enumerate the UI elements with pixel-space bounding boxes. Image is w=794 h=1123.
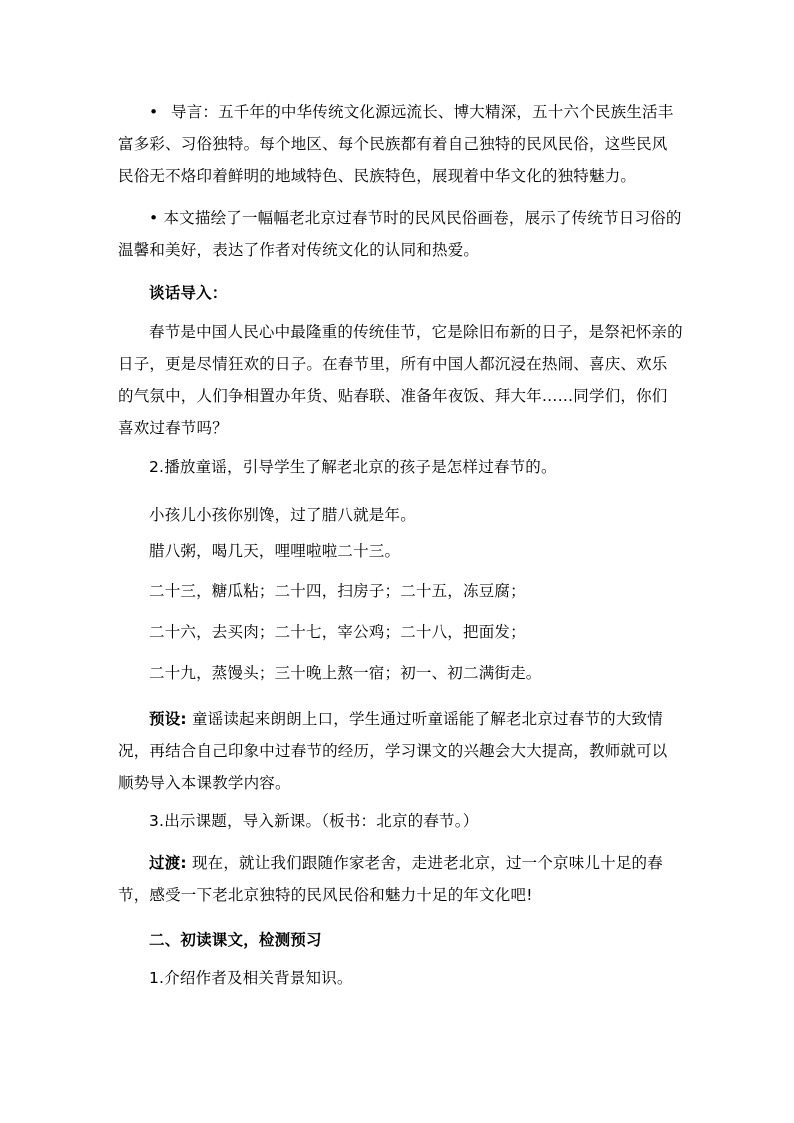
step3-line: 3.出示课题，导入新课。（板书：北京的春节。） [149,812,479,830]
rhyme-line: 二十九，蒸馒头；三十晚上熬一宿；初一、初二满街走。 [149,664,542,682]
intro-text: 导言：五千年的中华传统文化源远流长、博大精深，五十六个民族生活丰富多彩、习俗独特。每个地区、每个民族都有着自己独特的民风民俗，这些民风民俗无不烙印着鲜明的地域特色、民族特色，展现着中华文化的独特魅力。 [118,103,674,185]
preset-text: 童谣读起来朗朗上口，学生通过听童谣能了解老北京过春节的大致情况，再结合自己印象中过春节的经历，学习课文的兴趣会大大提高，教师就可以顺势导入本课教学内容。 [118,710,668,792]
rhyme-line: 小孩儿小孩你别馋，过了腊八就是年。 [149,506,416,524]
bullet-mark: • [149,103,159,121]
preset-label: 预设: [149,710,187,728]
item1-line: 1.介绍作者及相关背景知识。 [149,969,353,987]
summary-paragraph: • 本文描绘了一幅幅老北京过春节时的民风民俗画卷，展示了传统节日习俗的温馨和美好，表达了作者对传统文化的认同和热爱。 [118,209,682,259]
transition-paragraph [118,847,683,911]
preset-paragraph [118,703,683,799]
rhyme-line: 二十三，糖瓜粘；二十四，扫房子；二十五，冻豆腐； [149,582,526,600]
transition-text: 现在，就让我们跟随作家老舍，走进老北京，过一个京味儿十足的春节，感受一下老北京独特的民风民俗和魅力十足的年文化吧! [118,854,663,904]
rhyme-line: 腊八粥，喝几天，哩哩啦啦二十三。 [149,542,401,560]
rhyme-line: 二十六，去买肉；二十七，宰公鸡；二十八，把面发； [149,623,526,641]
intro-paragraph [118,96,683,192]
step2-line: 2.播放童谣，引导学生了解老北京的孩子是怎样过春节的。 [149,458,557,476]
section-heading: 二、初读课文，检测预习 [149,931,322,949]
talk-heading: 谈话导入： [149,284,228,302]
spring-paragraph: 春节是中国人民心中最隆重的传统佳节，它是除旧布新的日子，是祭祀怀亲的日子，更是尽情狂欢的日子。在春节里，所有中国人都沉浸在热闹、喜庆、欢乐的气氛中，人们争相置办年货、贴春联、准备年夜饭、拜大年……同学们，你们喜欢过春节吗？ [118,323,683,437]
transition-label: 过渡: [149,854,187,872]
